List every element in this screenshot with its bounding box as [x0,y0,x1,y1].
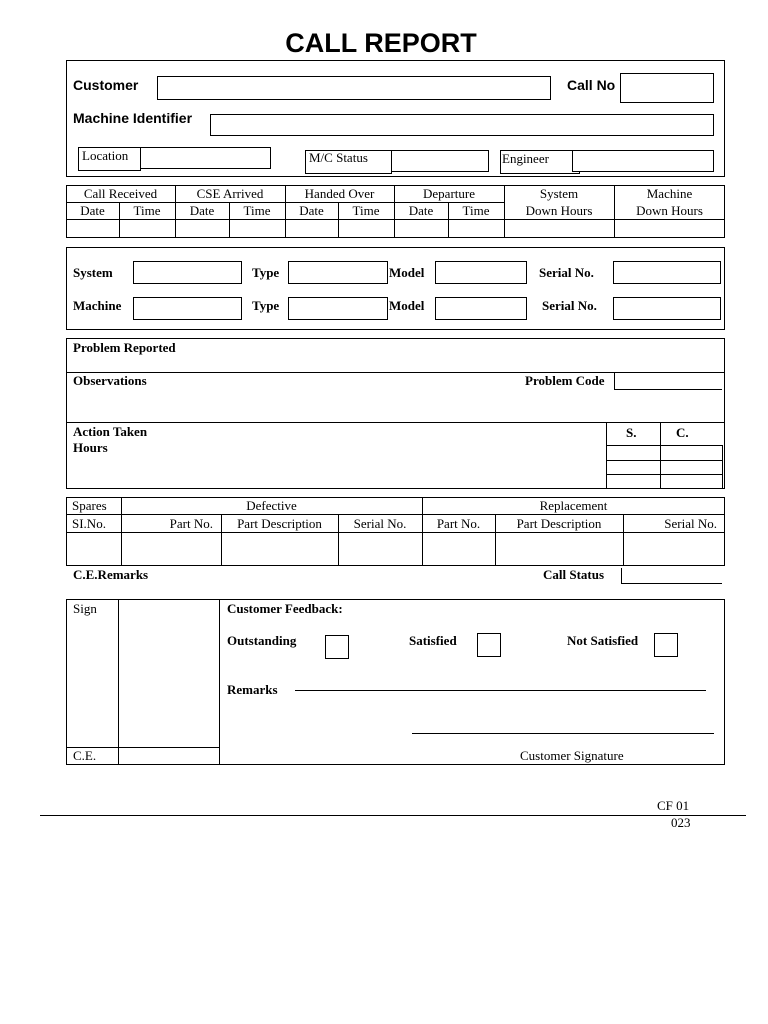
defective-header: Defective [246,498,297,513]
customer-label: Customer [73,77,139,93]
sign-label: Sign [73,601,97,616]
remarks-label: Remarks [227,682,278,697]
engineer-label: Engineer [502,151,549,166]
cse-arrived-header: CSE Arrived [196,186,264,201]
satisfied-label: Satisfied [409,633,457,648]
engineer-field[interactable] [572,150,714,172]
form-number: 023 [671,815,691,830]
part-no-header: Part No. [169,516,213,531]
machine-type-field[interactable] [288,297,388,320]
date-header: Date [80,203,105,218]
call-received-header: Call Received [83,186,158,201]
spares-header: Spares [72,498,107,513]
feedback-section [66,599,725,765]
type-label: Type [252,265,280,280]
part-description-header: Part Description [237,516,322,531]
remarks-line-1[interactable] [295,690,706,691]
outstanding-label: Outstanding [227,633,297,648]
satisfied-checkbox[interactable] [477,633,501,657]
machine-down-header-2: Down Hours [636,203,703,218]
ce-label: C.E. [73,748,97,763]
handed-over-header: Handed Over [304,186,375,201]
call-status-field[interactable] [621,583,722,584]
problem-section [66,338,725,489]
system-down-header-1: System [539,186,579,201]
time-header: Time [462,203,490,218]
serial-no-header: Serial No. [664,516,717,531]
time-header: Time [243,203,271,218]
observations-label: Observations [73,373,147,388]
customer-signature-label: Customer Signature [520,748,624,763]
system-down-header-2: Down Hours [525,203,593,218]
machine-serial-field[interactable] [613,297,721,320]
part-description-header: Part Description [516,516,602,531]
model-label: Model [389,298,425,313]
customer-feedback-label: Customer Feedback: [227,601,343,616]
type-label: Type [252,298,280,313]
slno-header: SI.No. [72,516,106,531]
mc-status-label: M/C Status [309,150,368,165]
customer-field[interactable] [157,76,551,100]
date-header: Date [299,203,324,218]
call-no-label: Call No [567,77,616,93]
system-serial-field[interactable] [613,261,721,284]
departure-header: Departure [423,186,475,201]
machine-model-field[interactable] [435,297,527,320]
serial-no-header: Serial No. [353,516,407,531]
outstanding-checkbox[interactable] [325,635,349,659]
system-label: System [73,265,113,280]
form-code: CF 01 [657,798,690,813]
serial-no-label: Serial No. [542,298,597,313]
call-status-label: Call Status [543,567,605,582]
replacement-header: Replacement [539,498,608,513]
hours-label: Hours [73,440,108,455]
not-satisfied-checkbox[interactable] [654,633,678,657]
problem-code-field[interactable] [614,389,722,390]
system-field[interactable] [133,261,242,284]
system-type-field[interactable] [288,261,388,284]
location-field[interactable] [140,147,271,169]
action-taken-label: Action Taken [73,424,148,439]
date-header: Date [189,203,215,218]
remarks-line-2[interactable] [412,733,714,734]
time-header: Time [133,203,161,218]
machine-label: Machine [73,298,122,313]
part-no-header: Part No. [436,516,481,531]
machine-identifier-field[interactable] [210,114,714,136]
serial-no-label: Serial No. [539,265,594,280]
call-no-field[interactable] [620,73,714,103]
c-header: C. [676,425,689,440]
page-title: CALL REPORT [285,28,477,58]
problem-code-label: Problem Code [525,373,605,388]
machine-identifier-label: Machine Identifier [73,110,193,126]
mc-status-field[interactable] [391,150,489,172]
problem-reported-label: Problem Reported [73,340,176,355]
ce-remarks-label: C.E.Remarks [73,567,149,582]
location-label: Location [82,148,129,163]
machine-field[interactable] [133,297,242,320]
machine-down-header-1: Machine [646,186,693,201]
footer-rule [40,815,746,816]
s-header: S. [626,425,637,440]
system-model-field[interactable] [435,261,527,284]
model-label: Model [389,265,425,280]
time-header: Time [352,203,380,218]
not-satisfied-label: Not Satisfied [567,633,639,648]
date-header: Date [408,203,434,218]
